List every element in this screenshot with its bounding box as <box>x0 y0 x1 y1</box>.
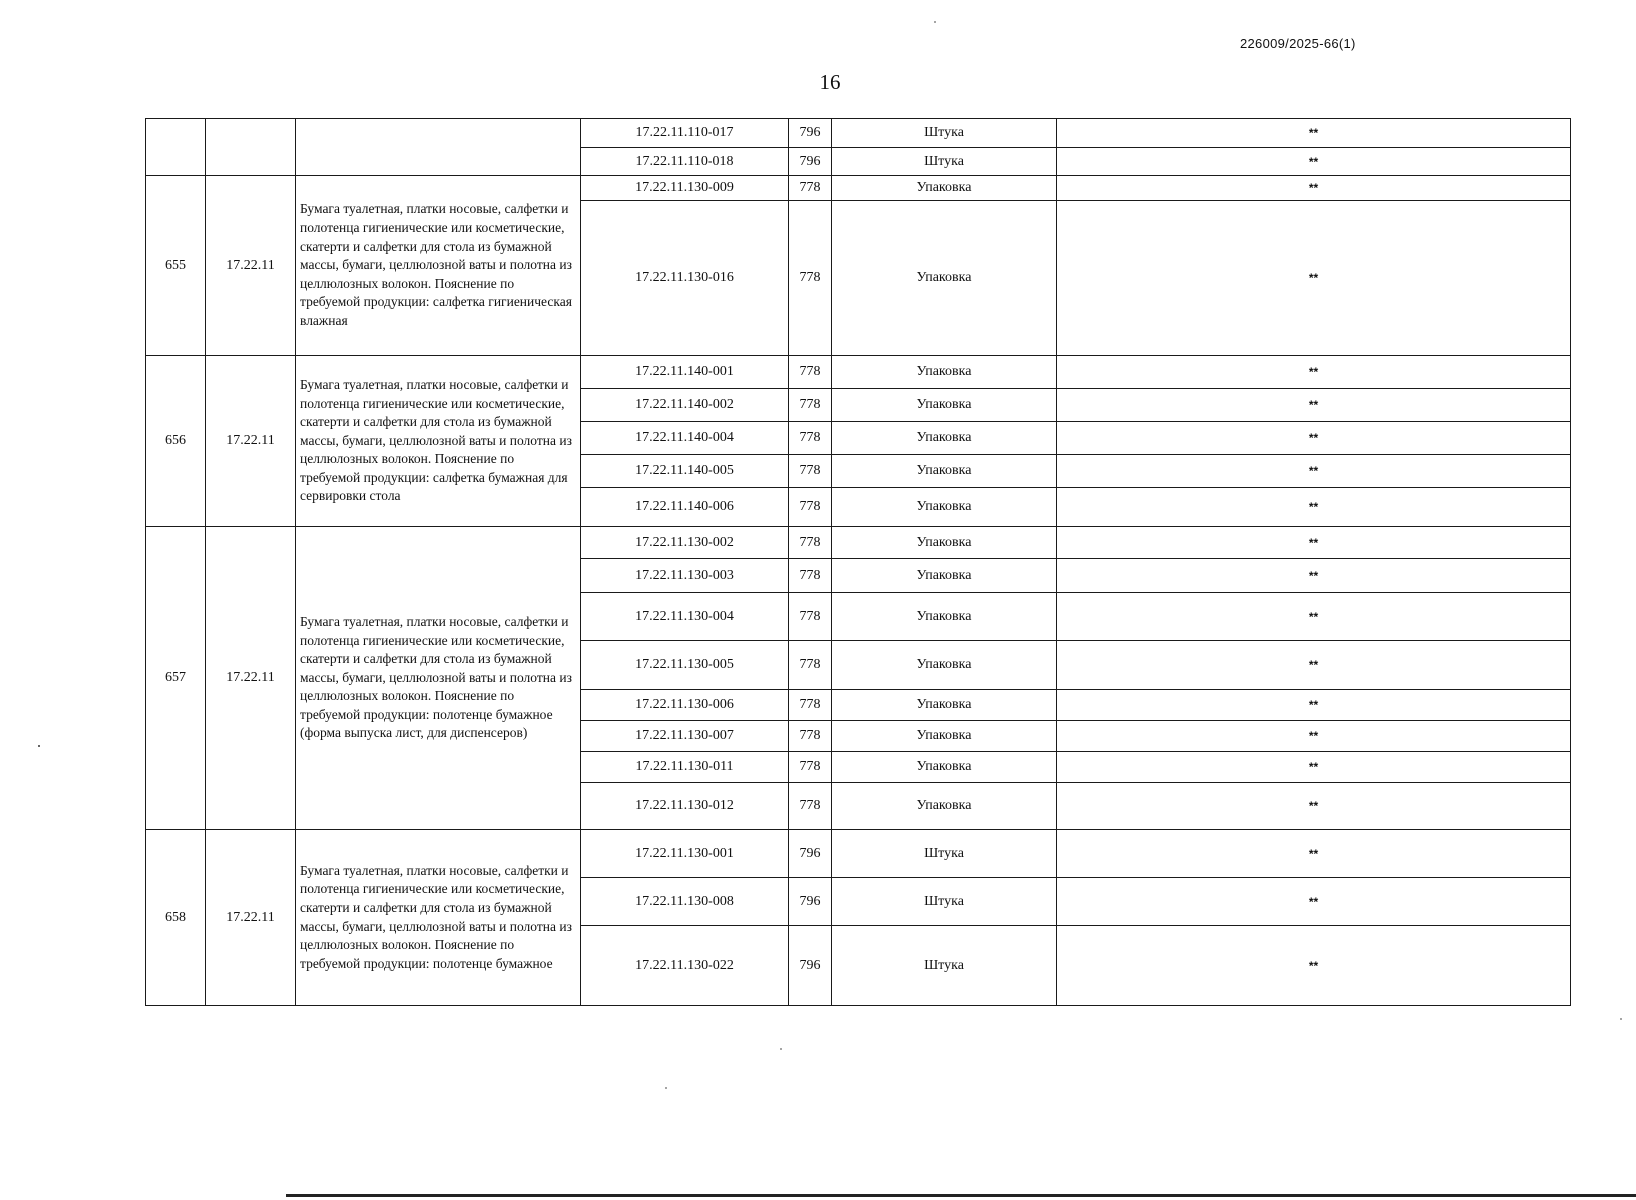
unit-name: Упаковка <box>832 389 1057 422</box>
product-code: 17.22.11.130-007 <box>581 721 789 752</box>
row-number: 656 <box>146 356 206 527</box>
unit-name: Штука <box>832 926 1057 1006</box>
table-row <box>146 356 1571 389</box>
table-row <box>146 830 1571 878</box>
unit-name: Упаковка <box>832 422 1057 455</box>
scan-speck <box>934 21 936 23</box>
product-code: 17.22.11.140-001 <box>581 356 789 389</box>
unit-name: Упаковка <box>832 783 1057 830</box>
unit-name: Штука <box>832 119 1057 148</box>
table-row <box>146 527 1571 559</box>
unit-name: Штука <box>832 830 1057 878</box>
okpd-cell <box>206 119 296 176</box>
product-code: 17.22.11.130-002 <box>581 527 789 559</box>
okei-code: 778 <box>789 422 832 455</box>
document-reg-number: 226009/2025-66(1) <box>1240 36 1356 51</box>
okei-code: 778 <box>789 690 832 721</box>
unit-name: Упаковка <box>832 721 1057 752</box>
unit-name: Штука <box>832 878 1057 926</box>
product-code: 17.22.11.140-006 <box>581 488 789 527</box>
note-mark: ** <box>1057 926 1571 1006</box>
unit-name: Упаковка <box>832 488 1057 527</box>
note-mark: ** <box>1057 752 1571 783</box>
note-mark: ** <box>1057 119 1571 148</box>
product-description: Бумага туалетная, платки носовые, салфетки и полотенца гигиенические или косметические, скатерти и салфетки для стола из бумажной массы, бумаги, целлюлозной ваты и полотна из целлюлозных волокон. Пояснение по требуемой продукции: полотенце бумажное <box>296 830 581 1006</box>
product-code: 17.22.11.130-016 <box>581 201 789 356</box>
unit-name: Упаковка <box>832 455 1057 488</box>
scan-speck <box>38 745 40 747</box>
unit-name: Упаковка <box>832 356 1057 389</box>
product-description: Бумага туалетная, платки носовые, салфетки и полотенца гигиенические или косметические, скатерти и салфетки для стола из бумажной массы, бумаги, целлюлозной ваты и полотна из целлюлозных волокон. Пояснение по требуемой продукции: салфетка гигиеническая влажная <box>296 176 581 356</box>
unit-name: Упаковка <box>832 176 1057 201</box>
table-row <box>146 176 1571 201</box>
okei-code: 778 <box>789 559 832 593</box>
okei-code: 778 <box>789 593 832 641</box>
product-code: 17.22.11.130-022 <box>581 926 789 1006</box>
product-code: 17.22.11.130-005 <box>581 641 789 690</box>
note-mark: ** <box>1057 559 1571 593</box>
unit-name: Упаковка <box>832 559 1057 593</box>
okei-code: 796 <box>789 148 832 176</box>
note-mark: ** <box>1057 593 1571 641</box>
okei-code: 778 <box>789 752 832 783</box>
okei-code: 778 <box>789 356 832 389</box>
note-mark: ** <box>1057 783 1571 830</box>
note-mark: ** <box>1057 830 1571 878</box>
scan-speck <box>780 1048 782 1050</box>
note-mark: ** <box>1057 201 1571 356</box>
unit-name: Упаковка <box>832 690 1057 721</box>
note-mark: ** <box>1057 422 1571 455</box>
product-code: 17.22.11.130-008 <box>581 878 789 926</box>
unit-name: Упаковка <box>832 527 1057 559</box>
okei-code: 778 <box>789 783 832 830</box>
okei-code: 778 <box>789 389 832 422</box>
unit-name: Упаковка <box>832 752 1057 783</box>
product-code: 17.22.11.130-003 <box>581 559 789 593</box>
product-description: Бумага туалетная, платки носовые, салфетки и полотенца гигиенические или косметические, скатерти и салфетки для стола из бумажной массы, бумаги, целлюлозной ваты и полотна из целлюлозных волокон. Пояснение по требуемой продукции: салфетка бумажная для сервировки стола <box>296 356 581 527</box>
row-number-cell <box>146 119 206 176</box>
unit-name: Упаковка <box>832 641 1057 690</box>
product-code: 17.22.11.140-004 <box>581 422 789 455</box>
product-description: Бумага туалетная, платки носовые, салфетки и полотенца гигиенические или косметические, скатерти и салфетки для стола из бумажной массы, бумаги, целлюлозной ваты и полотна из целлюлозных волокон. Пояснение по требуемой продукции: полотенце бумажное (форма выпуска лист, для диспенсеров) <box>296 527 581 830</box>
note-mark: ** <box>1057 721 1571 752</box>
products-table <box>145 118 1571 1006</box>
note-mark: ** <box>1057 455 1571 488</box>
note-mark: ** <box>1057 176 1571 201</box>
product-code: 17.22.11.140-005 <box>581 455 789 488</box>
okei-code: 778 <box>789 721 832 752</box>
note-mark: ** <box>1057 488 1571 527</box>
product-code: 17.22.11.130-006 <box>581 690 789 721</box>
scan-speck <box>1620 1018 1622 1020</box>
okei-code: 778 <box>789 488 832 527</box>
note-mark: ** <box>1057 527 1571 559</box>
okpd-code: 17.22.11 <box>206 176 296 356</box>
unit-name: Упаковка <box>832 201 1057 356</box>
product-code: 17.22.11.130-011 <box>581 752 789 783</box>
product-code: 17.22.11.130-012 <box>581 783 789 830</box>
note-mark: ** <box>1057 148 1571 176</box>
note-mark: ** <box>1057 641 1571 690</box>
okei-code: 778 <box>789 641 832 690</box>
note-mark: ** <box>1057 878 1571 926</box>
row-number: 655 <box>146 176 206 356</box>
okei-code: 778 <box>789 176 832 201</box>
scan-speck <box>665 1087 667 1089</box>
unit-name: Штука <box>832 148 1057 176</box>
product-code: 17.22.11.140-002 <box>581 389 789 422</box>
okpd-code: 17.22.11 <box>206 356 296 527</box>
okei-code: 796 <box>789 878 832 926</box>
product-code: 17.22.11.110-017 <box>581 119 789 148</box>
table-row <box>146 119 1571 148</box>
description-cell <box>296 119 581 176</box>
row-number: 657 <box>146 527 206 830</box>
product-code: 17.22.11.130-001 <box>581 830 789 878</box>
okei-code: 778 <box>789 455 832 488</box>
unit-name: Упаковка <box>832 593 1057 641</box>
bottom-scan-edge <box>286 1194 1636 1197</box>
note-mark: ** <box>1057 356 1571 389</box>
note-mark: ** <box>1057 690 1571 721</box>
okei-code: 778 <box>789 527 832 559</box>
okei-code: 796 <box>789 926 832 1006</box>
note-mark: ** <box>1057 389 1571 422</box>
okpd-code: 17.22.11 <box>206 527 296 830</box>
okpd-code: 17.22.11 <box>206 830 296 1006</box>
okei-code: 796 <box>789 119 832 148</box>
okei-code: 778 <box>789 201 832 356</box>
product-code: 17.22.11.130-004 <box>581 593 789 641</box>
product-code: 17.22.11.130-009 <box>581 176 789 201</box>
product-code: 17.22.11.110-018 <box>581 148 789 176</box>
okei-code: 796 <box>789 830 832 878</box>
page-number: 16 <box>819 70 841 94</box>
row-number: 658 <box>146 830 206 1006</box>
